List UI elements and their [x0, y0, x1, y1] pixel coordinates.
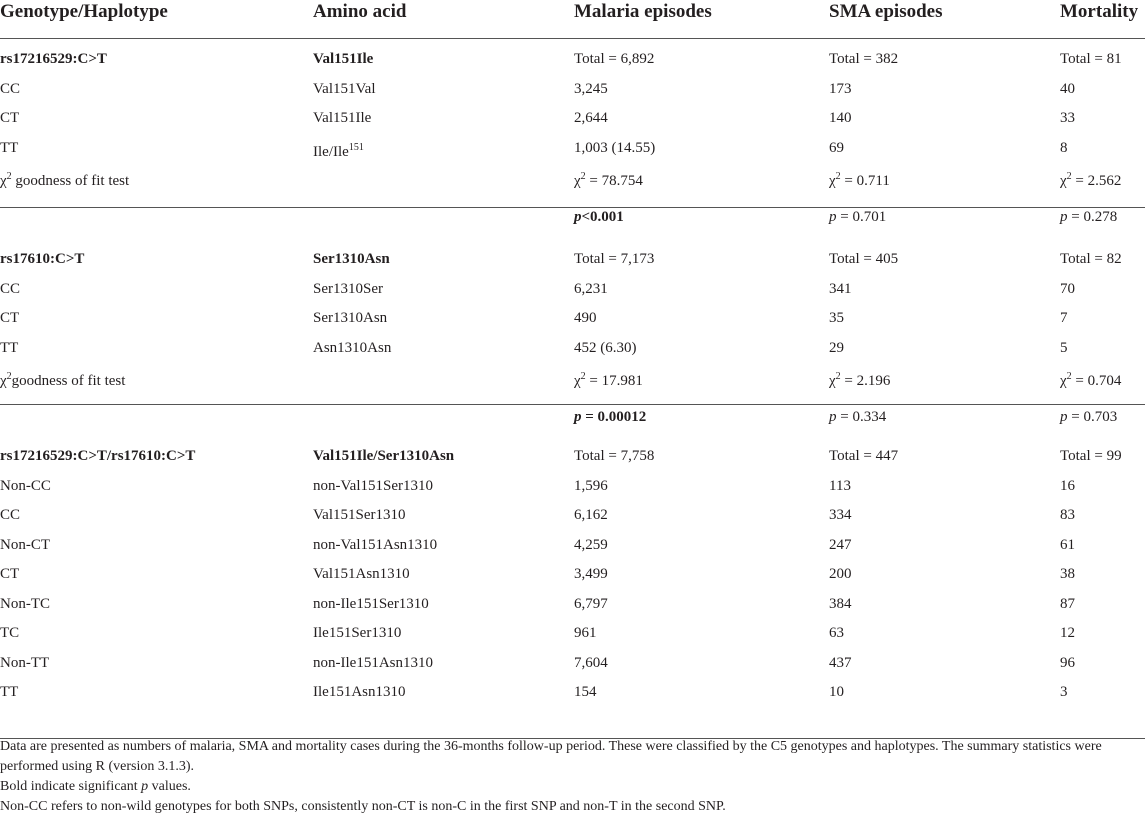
table-row	[0, 559, 1145, 589]
amino-acid: Ile151Asn1310	[313, 684, 406, 700]
p-number: = 0.334	[840, 409, 887, 425]
header-mortality: Mortality	[1060, 1, 1139, 22]
chi-square-value	[574, 362, 643, 396]
malaria-count: 3,499	[574, 566, 608, 582]
mortality-count: 83	[1060, 507, 1075, 523]
p-value	[574, 402, 646, 432]
genotype: CC	[0, 80, 21, 97]
p-value	[1060, 402, 1117, 432]
header-malaria: Malaria episodes	[574, 1, 712, 22]
malaria-count: 2,644	[574, 110, 608, 126]
mortality-count: 96	[1060, 654, 1075, 671]
table-rule	[0, 207, 1145, 208]
table-row	[0, 103, 1145, 133]
table-row	[0, 471, 1145, 501]
sma-count: 29	[829, 339, 844, 356]
mortality-count: 8	[1060, 139, 1068, 156]
chi-number: = 0.704	[1075, 373, 1122, 389]
table-row	[0, 500, 1145, 530]
malaria-count: 6,231	[574, 280, 608, 297]
chi-symbol: χ	[1060, 173, 1067, 189]
table-row	[0, 303, 1145, 333]
table-header	[0, 0, 1145, 38]
chi-square-value	[829, 362, 890, 396]
table-row	[0, 677, 1145, 707]
total-mortality: Total = 82	[1060, 251, 1122, 267]
chi-number: = 78.754	[589, 173, 643, 189]
header-genotype: Genotype/Haplotype	[0, 1, 168, 22]
total-sma: Total = 447	[829, 448, 899, 464]
mortality-count: 40	[1060, 80, 1075, 97]
test-label	[0, 362, 125, 396]
test-label	[0, 162, 129, 196]
table-row	[0, 333, 1145, 363]
amino-acid: Val151Asn1310	[313, 566, 410, 582]
chi-number: = 2.562	[1075, 173, 1122, 189]
total-sma: Total = 405	[829, 251, 899, 267]
total-mortality: Total = 81	[1060, 51, 1122, 67]
malaria-count: 154	[574, 684, 597, 700]
genotype: CT	[0, 566, 20, 582]
chi-exponent: 2	[835, 371, 841, 382]
sma-count: 200	[829, 566, 852, 582]
malaria-count: 6,797	[574, 595, 608, 612]
genotype: TC	[0, 625, 20, 641]
chi-square-row	[0, 362, 1145, 392]
chi-exponent: 2	[6, 371, 12, 382]
amino-acid: non-Val151Asn1310	[313, 536, 438, 553]
chi-number: = 2.196	[844, 373, 891, 389]
chi-symbol: χ	[0, 173, 7, 189]
genotype: CT	[0, 110, 20, 126]
chi-exponent: 2	[6, 171, 12, 182]
sma-count: 140	[829, 110, 852, 126]
amino-acid: Asn1310Asn	[313, 339, 392, 356]
chi-exponent: 2	[1066, 171, 1072, 182]
malaria-count: 490	[574, 310, 597, 326]
snp-id: rs17610:C>T	[0, 251, 85, 267]
table-row	[0, 648, 1145, 678]
table-row	[0, 274, 1145, 304]
table-rule	[0, 38, 1145, 39]
chi-square-row	[0, 162, 1145, 192]
malaria-count: 7,604	[574, 654, 608, 671]
amino-acid: non-Ile151Ser1310	[313, 595, 429, 612]
chi-square-value	[1060, 162, 1121, 196]
sma-count: 10	[829, 684, 844, 700]
total-sma: Total = 382	[829, 51, 899, 67]
p-number: = 0.701	[840, 209, 887, 225]
sma-count: 69	[829, 139, 844, 156]
sma-count: 35	[829, 310, 844, 326]
chi-square-value	[829, 162, 890, 196]
chi-number: = 17.981	[589, 373, 643, 389]
snp-id: rs17216529:C>T	[0, 51, 107, 67]
p-value	[829, 402, 886, 432]
amino-acid: Ile/Ile	[313, 143, 349, 160]
table-row	[0, 133, 1145, 163]
table-row	[0, 618, 1145, 648]
p-number: = 0.00012	[585, 409, 647, 425]
chi-symbol: χ	[1060, 373, 1067, 389]
genotype: CT	[0, 310, 20, 326]
amino-acid: Ser1310Asn	[313, 310, 388, 326]
amino-acid: Val151Ser1310	[313, 507, 406, 523]
section-heading-row	[0, 244, 1145, 274]
malaria-count: 6,162	[574, 507, 608, 523]
table-row	[0, 589, 1145, 619]
sma-count: 384	[829, 595, 852, 612]
total-malaria: Total = 7,173	[574, 251, 655, 267]
mortality-count: 38	[1060, 566, 1075, 582]
table-row	[0, 530, 1145, 560]
p-number: = 0.703	[1071, 409, 1118, 425]
malaria-count: 1,596	[574, 477, 608, 494]
sma-count: 247	[829, 536, 852, 553]
genotype: CC	[0, 507, 21, 523]
header-amino-acid: Amino acid	[313, 1, 407, 22]
chi-exponent: 2	[580, 371, 586, 382]
table-rule	[0, 404, 1145, 405]
total-malaria: Total = 6,892	[574, 51, 655, 67]
amino-acid: Val151Val	[313, 80, 376, 97]
mortality-count: 61	[1060, 536, 1075, 553]
genotype: Non-CC	[0, 477, 51, 494]
amino-acid-sup: 151	[348, 141, 364, 153]
genotype: TT	[0, 339, 19, 356]
chi-symbol: χ	[0, 373, 7, 389]
chi-symbol: χ	[829, 373, 836, 389]
mortality-count: 33	[1060, 110, 1075, 126]
p-symbol: p	[574, 209, 582, 225]
total-malaria: Total = 7,758	[574, 448, 655, 464]
sma-count: 63	[829, 625, 844, 641]
p-symbol: p	[1060, 409, 1068, 425]
p-number: = 0.278	[1071, 209, 1118, 225]
p-number: <0.001	[581, 209, 624, 225]
malaria-count: 452 (6.30)	[574, 339, 637, 356]
genotype: Non-TT	[0, 654, 50, 671]
genotype: TT	[0, 139, 19, 156]
mortality-count: 16	[1060, 477, 1075, 494]
genotype: TT	[0, 684, 19, 700]
genotype: CC	[0, 280, 21, 297]
snp-id: rs17216529:C>T/rs17610:C>T	[0, 448, 196, 464]
mortality-count: 12	[1060, 625, 1075, 641]
snp-amino-acid: Val151Ile	[313, 51, 374, 67]
p-symbol: p	[829, 409, 837, 425]
test-name: goodness of fit test	[15, 173, 130, 189]
p-symbol: p	[1060, 209, 1068, 225]
chi-square-value	[1060, 362, 1121, 396]
p-value-row	[0, 402, 1145, 432]
total-mortality: Total = 99	[1060, 448, 1122, 464]
genotype: Non-TC	[0, 595, 50, 612]
section-heading-row	[0, 44, 1145, 74]
mortality-count: 7	[1060, 310, 1068, 326]
sma-count: 173	[829, 80, 852, 97]
table-footnotes	[0, 737, 1140, 817]
test-name: goodness of fit test	[11, 373, 126, 389]
chi-exponent: 2	[580, 171, 586, 182]
mortality-count: 70	[1060, 280, 1075, 297]
section-heading-row	[0, 441, 1145, 471]
chi-exponent: 2	[1066, 371, 1072, 382]
chi-number: = 0.711	[844, 173, 890, 189]
footnote-nonwild: Non-CC refers to non-wild genotypes for both SNPs, consistently non-CT is non-C in the first SNP and non-T in the second SNP.	[0, 799, 726, 814]
sma-count: 334	[829, 507, 852, 523]
amino-acid: non-Ile151Asn1310	[313, 654, 433, 671]
chi-square-value	[574, 162, 643, 196]
p-symbol: p	[574, 409, 582, 425]
genotype: Non-CT	[0, 536, 50, 553]
mortality-count: 5	[1060, 339, 1068, 356]
amino-acid: Ser1310Ser	[313, 280, 383, 297]
sma-count: 113	[829, 477, 851, 494]
footnote-bold: Bold indicate significant p values.	[0, 779, 191, 794]
sma-count: 341	[829, 280, 852, 297]
malaria-count: 3,245	[574, 80, 608, 97]
mortality-count: 87	[1060, 595, 1075, 612]
malaria-count: 1,003 (14.55)	[574, 139, 656, 156]
chi-symbol: χ	[574, 173, 581, 189]
table-row	[0, 74, 1145, 104]
header-sma: SMA episodes	[829, 1, 943, 22]
amino-acid: Val151Ile	[313, 110, 372, 126]
chi-exponent: 2	[835, 171, 841, 182]
malaria-count: 961	[574, 625, 597, 641]
snp-amino-acid: Ser1310Asn	[313, 251, 390, 267]
malaria-count: 4,259	[574, 536, 608, 553]
mortality-count: 3	[1060, 684, 1068, 700]
chi-symbol: χ	[574, 373, 581, 389]
sma-count: 437	[829, 654, 852, 671]
chi-symbol: χ	[829, 173, 836, 189]
amino-acid: Ile151Ser1310	[313, 625, 402, 641]
p-symbol: p	[829, 209, 837, 225]
footnote-data: Data are presented as numbers of malaria, SMA and mortality cases during the 36-months follow-up period. These were classified by the C5 genotypes and haplotypes. The summary statistics were performed using R (version 3.1.3).	[0, 739, 1102, 774]
amino-acid: non-Val151Ser1310	[313, 477, 433, 494]
snp-amino-acid: Val151Ile/Ser1310Asn	[313, 448, 455, 464]
